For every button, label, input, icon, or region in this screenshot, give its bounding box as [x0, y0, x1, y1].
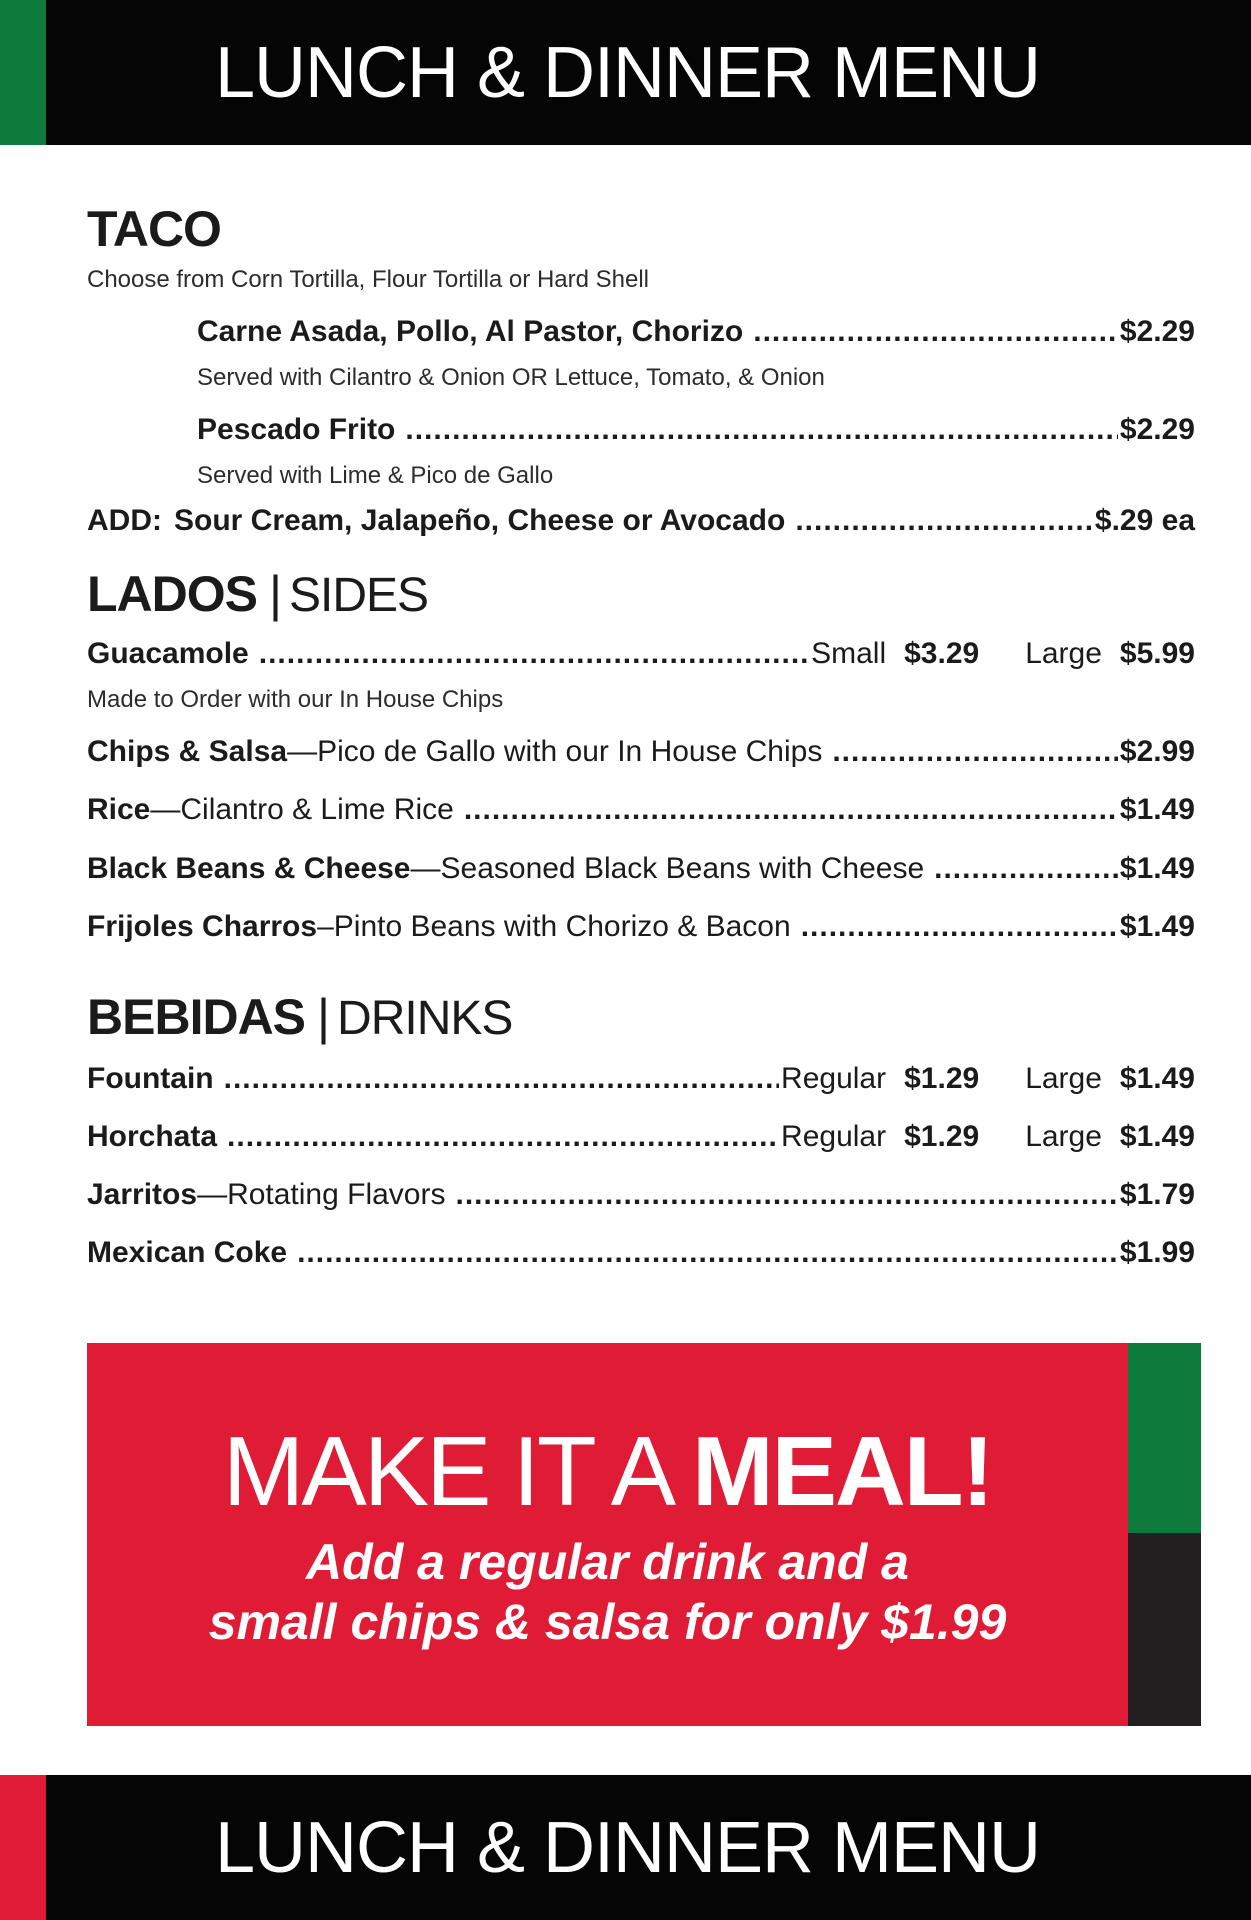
- item-name: Sour Cream, Jalapeño, Cheese or Avocado: [174, 504, 786, 537]
- menu-item-chips-salsa: [87, 735, 1195, 769]
- size-regular-price: $1.29: [904, 1120, 980, 1153]
- size-regular-label: Regular: [781, 1062, 887, 1095]
- item-separator: –: [317, 910, 334, 943]
- menu-item-frijoles-charros: [87, 910, 1195, 944]
- item-price: $2.29: [1119, 315, 1195, 348]
- menu-item-fountain: [87, 1062, 1195, 1096]
- size-small-price: $3.29: [904, 637, 980, 670]
- item-name: Guacamole: [87, 637, 249, 670]
- item-name: Chips & Salsa: [87, 735, 288, 768]
- leader-dots: [456, 1178, 1118, 1212]
- menu-item-pescado-frito: [197, 413, 1195, 447]
- item-description: Pinto Beans with Chorizo & Bacon: [333, 910, 791, 943]
- item-description: Cilantro & Lime Rice: [180, 793, 454, 826]
- menu-item-rice: [87, 793, 1195, 827]
- item-name: Frijoles Charros: [87, 910, 318, 943]
- size-small-label: Small: [811, 637, 887, 670]
- leader-dots: [227, 1120, 779, 1154]
- menu-title: LUNCH & DINNER MENU: [214, 32, 1041, 113]
- promo-line-1: Add a regular drink and a: [306, 1534, 909, 1590]
- promo-line-2: small chips & salsa for only $1.99: [208, 1594, 1007, 1650]
- item-note: Served with Lime & Pico de Gallo: [197, 462, 554, 489]
- drinks-section-title: BEBIDAS | DRINKS: [87, 989, 513, 1045]
- size-regular-price: $1.29: [904, 1062, 980, 1095]
- item-name: Mexican Coke: [87, 1236, 288, 1269]
- item-note: Served with Cilantro & Onion OR Lettuce, Tomato, & Onion: [197, 364, 825, 391]
- item-name: Carne Asada, Pollo, Al Pastor, Chorizo: [197, 315, 744, 348]
- item-description: Rotating Flavors: [227, 1178, 446, 1211]
- menu-item-add-ons: [87, 504, 1195, 538]
- size-large-price: $5.99: [1119, 637, 1195, 670]
- promo-headline-bold: MEAL!: [692, 1416, 993, 1526]
- leader-dots: [259, 637, 809, 671]
- sides-section-title: LADOS | SIDES: [87, 566, 429, 622]
- header-banner: [0, 0, 1251, 145]
- item-name: Horchata: [87, 1120, 218, 1153]
- item-description: Pico de Gallo with our In House Chips: [317, 735, 823, 768]
- item-price: $1.49: [1119, 852, 1195, 885]
- footer-banner: [0, 1775, 1251, 1920]
- red-stripe: [0, 1775, 46, 1920]
- size-large-price: $1.49: [1119, 1120, 1195, 1153]
- add-label: ADD:: [87, 504, 162, 537]
- size-large-label: Large: [1025, 637, 1102, 670]
- leader-dots: [934, 852, 1118, 886]
- sides-title: LADOS: [87, 566, 257, 622]
- item-price: $2.29: [1119, 413, 1195, 446]
- menu-item-carne-asada: [197, 315, 1195, 349]
- green-stripe: [0, 0, 46, 145]
- promo-headline: [87, 1415, 1128, 1528]
- taco-section-title: [87, 200, 221, 258]
- footer-title: LUNCH & DINNER MENU: [214, 1807, 1041, 1888]
- menu-item-jarritos: [87, 1178, 1195, 1212]
- leader-dots: [795, 504, 1093, 538]
- taco-title: TACO: [87, 201, 221, 257]
- menu-item-horchata: [87, 1120, 1195, 1154]
- item-price: $1.49: [1119, 910, 1195, 943]
- item-price: $1.99: [1119, 1236, 1195, 1269]
- item-separator: —: [150, 793, 181, 826]
- promo-headline-light: MAKE IT A: [222, 1416, 692, 1526]
- sides-subtitle: SIDES: [289, 569, 429, 622]
- leader-dots: [224, 1062, 779, 1096]
- item-name: Fountain: [87, 1062, 214, 1095]
- item-note: Made to Order with our In House Chips: [87, 686, 504, 713]
- item-price: $1.49: [1119, 793, 1195, 826]
- leader-dots: [801, 910, 1118, 944]
- promo-green-stripe: [1128, 1343, 1201, 1533]
- item-price: $1.79: [1119, 1178, 1195, 1211]
- item-name: Rice: [87, 793, 151, 826]
- leader-dots: [832, 735, 1118, 769]
- leader-dots: [405, 413, 1118, 447]
- leader-dots: [297, 1236, 1118, 1270]
- drinks-subtitle: DRINKS: [337, 992, 513, 1045]
- item-price: $2.99: [1119, 735, 1195, 768]
- size-regular-label: Regular: [781, 1120, 887, 1153]
- leader-dots: [464, 793, 1118, 827]
- item-name: Jarritos: [87, 1178, 198, 1211]
- menu-item-black-beans: [87, 852, 1195, 886]
- item-price: $.29 ea: [1094, 504, 1195, 537]
- item-separator: —: [410, 852, 441, 885]
- size-large-price: $1.49: [1119, 1062, 1195, 1095]
- promo-dark-stripe: [1128, 1533, 1201, 1726]
- menu-item-mexican-coke: [87, 1236, 1195, 1270]
- item-description: Seasoned Black Beans with Cheese: [440, 852, 925, 885]
- size-large-label: Large: [1025, 1062, 1102, 1095]
- drinks-title: BEBIDAS: [87, 989, 306, 1045]
- taco-note: Choose from Corn Tortilla, Flour Tortilla or Hard Shell: [87, 266, 649, 293]
- leader-dots: [753, 315, 1118, 349]
- item-name: Black Beans & Cheese: [87, 852, 411, 885]
- item-separator: —: [287, 735, 318, 768]
- size-large-label: Large: [1025, 1120, 1102, 1153]
- menu-item-guacamole: [87, 637, 1195, 671]
- item-separator: —: [197, 1178, 228, 1211]
- item-name: Pescado Frito: [197, 413, 396, 446]
- meal-promo-box: [87, 1343, 1201, 1726]
